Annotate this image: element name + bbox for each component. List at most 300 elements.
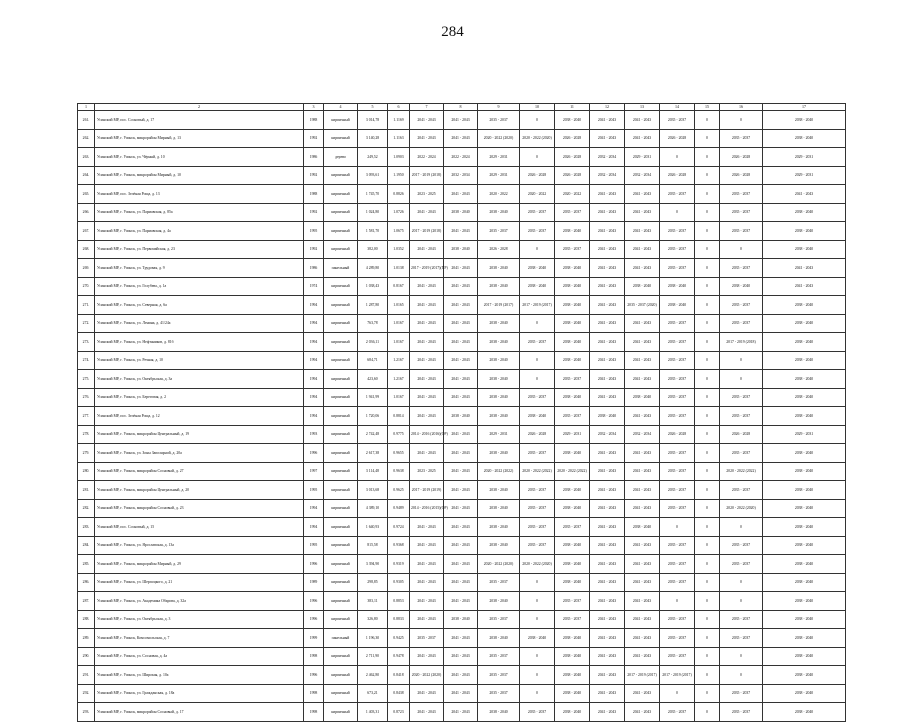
- table-cell: 2035 - 2037: [520, 518, 555, 537]
- table-cell: 2038 - 2040: [478, 499, 520, 518]
- table-cell: 2041 - 2043: [590, 684, 625, 703]
- table-cell: 0: [520, 148, 555, 167]
- table-cell: 2041 - 2043: [410, 555, 444, 574]
- table-cell: 2038 - 2040: [625, 388, 660, 407]
- table-cell: 2026 - 2028: [720, 148, 763, 167]
- table-cell: 1992: [304, 203, 324, 222]
- address-cell: Усинский МР, г. Усинск, микрорайон Сосновый, д. 27: [95, 462, 304, 481]
- table-cell: 2041 - 2043: [410, 111, 444, 130]
- table-cell: 2035 - 2037: [660, 240, 695, 259]
- table-cell: 2029 - 2031: [625, 148, 660, 167]
- row-number-cell: 263.: [78, 148, 95, 167]
- address-cell: Усинский МР, г. Усинск, ул. Голубева, д. 1а: [95, 277, 304, 296]
- table-row: [78, 185, 846, 204]
- table-cell: 0.9368: [388, 536, 410, 555]
- table-cell: 383,11: [358, 592, 388, 611]
- table-cell: 1986: [304, 259, 324, 278]
- row-number-cell: 268.: [78, 240, 95, 259]
- table-cell: 2041 - 2043: [625, 314, 660, 333]
- address-cell: Усинский МР, г. Усинск, ул. Пармавская, д. 85а: [95, 203, 304, 222]
- column-header: 11: [555, 104, 590, 111]
- table-row: [78, 166, 846, 185]
- address-cell: Усинский МР, г. Усинск, ул. Нефтяников, д. 81б: [95, 333, 304, 352]
- table-cell: 2020 - 2022 (2020): [410, 666, 444, 685]
- table-cell: 0: [695, 647, 720, 666]
- table-cell: 2038 - 2040: [555, 277, 590, 296]
- table-cell: 326,80: [358, 610, 388, 629]
- table-cell: 0: [520, 573, 555, 592]
- table-cell: 2 742,48: [358, 425, 388, 444]
- table-cell: 0: [695, 629, 720, 648]
- address-cell: Усинский МР, г. Усинск, ул. Чёрный, д. 10: [95, 148, 304, 167]
- table-cell: кирпичный: [324, 647, 358, 666]
- table-cell: 1997: [304, 462, 324, 481]
- table-cell: 2041 - 2043: [444, 388, 478, 407]
- table-cell: 2035 - 2037: [555, 592, 590, 611]
- table-row: [78, 499, 846, 518]
- table-cell: 2038 - 2040: [478, 314, 520, 333]
- table-cell: 815,58: [358, 536, 388, 555]
- table-cell: 0: [695, 555, 720, 574]
- table-row: [78, 296, 846, 315]
- table-cell: кирпичный: [324, 351, 358, 370]
- address-cell: Усинский МР, г. Усинск, ул. Ярославская, д. 13а: [95, 536, 304, 555]
- table-cell: 2041 - 2043: [625, 259, 660, 278]
- table-row: [78, 203, 846, 222]
- table-cell: 2041 - 2043: [625, 222, 660, 241]
- table-cell: 2041 - 2043: [410, 536, 444, 555]
- column-header: 6: [388, 104, 410, 111]
- table-cell: 0: [695, 592, 720, 611]
- table-cell: 2041 - 2043: [444, 111, 478, 130]
- table-cell: кирпичный: [324, 684, 358, 703]
- page-number: 284: [441, 24, 464, 40]
- table-cell: 0.8853: [388, 592, 410, 611]
- table-cell: 2041 - 2043: [444, 425, 478, 444]
- table-cell: 2017 - 2019 (2018): [410, 166, 444, 185]
- table-cell: 2041 - 2043: [410, 703, 444, 722]
- table-cell: 2026 - 2028: [520, 425, 555, 444]
- table-cell: кирпичный: [324, 610, 358, 629]
- row-number-cell: 293.: [78, 703, 95, 722]
- table-cell: 2035 - 2037: [720, 185, 763, 204]
- table-cell: 2020 - 2022 (2022): [555, 462, 590, 481]
- table-cell: 2041 - 2043: [625, 129, 660, 148]
- table-cell: 2041 - 2043: [444, 499, 478, 518]
- row-number-cell: 288.: [78, 610, 95, 629]
- table-cell: 0: [660, 684, 695, 703]
- table-cell: 2038 - 2040: [478, 333, 520, 352]
- table-cell: 2035 - 2037: [660, 536, 695, 555]
- table-cell: панельный: [324, 259, 358, 278]
- table-row: [78, 518, 846, 537]
- table-cell: 1994: [304, 296, 324, 315]
- table-cell: 2041 - 2043: [444, 370, 478, 389]
- table-cell: 2041 - 2043: [410, 240, 444, 259]
- table-cell: 2041 - 2043: [763, 277, 846, 296]
- table-cell: 2035 - 2037: [520, 333, 555, 352]
- table-cell: 2035 - 2037 (2020): [625, 296, 660, 315]
- table-cell: кирпичный: [324, 555, 358, 574]
- table-cell: 1 403,31: [358, 703, 388, 722]
- table-cell: кирпичный: [324, 407, 358, 426]
- table-cell: 1998: [304, 703, 324, 722]
- table-cell: 2038 - 2040: [555, 499, 590, 518]
- row-number-cell: 289.: [78, 629, 95, 648]
- table-row: [78, 684, 846, 703]
- table-cell: 1.0167: [388, 333, 410, 352]
- table-cell: 0: [695, 444, 720, 463]
- table-cell: 2038 - 2040: [520, 629, 555, 648]
- column-header: 8: [444, 104, 478, 111]
- table-cell: 0: [720, 370, 763, 389]
- table-cell: 2035 - 2037: [660, 555, 695, 574]
- table-cell: 2038 - 2040: [660, 296, 695, 315]
- row-number-cell: 266.: [78, 203, 95, 222]
- table-cell: 1 287,80: [358, 296, 388, 315]
- table-cell: 2038 - 2040: [478, 277, 520, 296]
- table-cell: 2038 - 2040: [478, 592, 520, 611]
- table-row: [78, 425, 846, 444]
- table-cell: 2038 - 2040: [555, 111, 590, 130]
- table-cell: 1996: [304, 610, 324, 629]
- table-cell: 1996: [304, 444, 324, 463]
- column-header: 10: [520, 104, 555, 111]
- table-row: [78, 407, 846, 426]
- table-row: [78, 240, 846, 259]
- table-cell: 0: [695, 166, 720, 185]
- table-cell: 2038 - 2040: [555, 684, 590, 703]
- table-row: [78, 111, 846, 130]
- table-cell: 2035 - 2037: [720, 407, 763, 426]
- row-number-cell: 286.: [78, 573, 95, 592]
- table-cell: 1.2167: [388, 370, 410, 389]
- table-cell: 2035 - 2037: [660, 610, 695, 629]
- table-row: [78, 610, 846, 629]
- table-cell: 1.0903: [388, 148, 410, 167]
- table-cell: кирпичный: [324, 536, 358, 555]
- table-cell: 2041 - 2043: [444, 536, 478, 555]
- table-cell: 0: [695, 370, 720, 389]
- table-cell: кирпичный: [324, 333, 358, 352]
- column-header: 2: [95, 104, 304, 111]
- table-cell: 2041 - 2043: [590, 388, 625, 407]
- table-cell: 2041 - 2043: [590, 314, 625, 333]
- table-cell: 1 581,70: [358, 222, 388, 241]
- table-cell: 2038 - 2040: [478, 481, 520, 500]
- table-cell: 1.2167: [388, 351, 410, 370]
- table-cell: 2041 - 2043: [590, 111, 625, 130]
- table-cell: 2041 - 2043: [590, 277, 625, 296]
- address-cell: Усинский МР, г. Усинск, ул. Пармавская, д. 4а: [95, 222, 304, 241]
- table-cell: 1995: [304, 222, 324, 241]
- table-cell: 0: [695, 666, 720, 685]
- table-cell: 0: [695, 314, 720, 333]
- table-cell: 2029 - 2031: [763, 166, 846, 185]
- table-cell: 2041 - 2043: [444, 296, 478, 315]
- table-cell: 2017 - 2019 (2017)(ПР): [410, 259, 444, 278]
- address-cell: Усинский МР, пос. Зелёная Роща, д. 13: [95, 185, 304, 204]
- table-cell: 2041 - 2043: [444, 462, 478, 481]
- address-cell: Усинский МР, г. Усинск, Комсомольская, д. 7: [95, 629, 304, 648]
- table-cell: 2041 - 2043: [444, 592, 478, 611]
- table-cell: 1992: [304, 166, 324, 185]
- table-cell: 2041 - 2043: [590, 518, 625, 537]
- table-cell: 2041 - 2043: [625, 351, 660, 370]
- table-row: [78, 148, 846, 167]
- housing-registry-table: [77, 103, 846, 722]
- address-cell: Усинский МР, г. Усинск, ул. Северная, д. 6а: [95, 296, 304, 315]
- table-cell: 2035 - 2037: [720, 296, 763, 315]
- table-cell: 2035 - 2037: [555, 203, 590, 222]
- table-cell: 0.8438: [388, 684, 410, 703]
- table-row: [78, 666, 846, 685]
- table-cell: кирпичный: [324, 166, 358, 185]
- table-cell: 2041 - 2043: [444, 351, 478, 370]
- table-cell: 4 289,80: [358, 259, 388, 278]
- table-cell: 3 114,48: [358, 462, 388, 481]
- table-cell: 2041 - 2043: [410, 203, 444, 222]
- table-cell: 2038 - 2040: [555, 666, 590, 685]
- table-cell: 2038 - 2040: [478, 536, 520, 555]
- column-header: 16: [720, 104, 763, 111]
- table-cell: 2017 - 2019 (2019): [410, 481, 444, 500]
- address-cell: Усинский МР, г. Усинск, ул. Академика Обарова, д. 32а: [95, 592, 304, 611]
- table-cell: 2041 - 2043: [590, 499, 625, 518]
- table-cell: 2026 - 2028: [720, 166, 763, 185]
- table-cell: 2017 - 2019 (2018): [410, 222, 444, 241]
- row-number-cell: 285.: [78, 555, 95, 574]
- table-cell: 0: [695, 148, 720, 167]
- table-cell: 1.0352: [388, 240, 410, 259]
- table-cell: 1994: [304, 407, 324, 426]
- table-cell: 1994: [304, 314, 324, 333]
- table-cell: 2038 - 2040: [763, 370, 846, 389]
- table-cell: 423,60: [358, 370, 388, 389]
- table-cell: 2041 - 2043: [590, 129, 625, 148]
- table-row: [78, 629, 846, 648]
- table-cell: 2041 - 2043: [590, 555, 625, 574]
- table-cell: 2038 - 2040: [763, 222, 846, 241]
- table-cell: 1996: [304, 555, 324, 574]
- table-cell: 2035 - 2037: [720, 388, 763, 407]
- table-cell: 2041 - 2043: [625, 555, 660, 574]
- column-header: 12: [590, 104, 625, 111]
- table-cell: кирпичный: [324, 592, 358, 611]
- table-cell: 2041 - 2043: [590, 185, 625, 204]
- table-cell: 2041 - 2043: [625, 185, 660, 204]
- table-cell: 2035 - 2037: [720, 555, 763, 574]
- table-cell: 1995: [304, 481, 324, 500]
- table-cell: 2032 - 2034: [590, 166, 625, 185]
- table-cell: 1994: [304, 499, 324, 518]
- table-cell: кирпичный: [324, 425, 358, 444]
- table-cell: 2038 - 2040: [763, 351, 846, 370]
- table-cell: 1 196,30: [358, 629, 388, 648]
- table-cell: 2022 - 2024: [444, 148, 478, 167]
- table-cell: 298,85: [358, 573, 388, 592]
- row-number-cell: 264.: [78, 166, 95, 185]
- table-cell: 684,71: [358, 351, 388, 370]
- table-cell: 2041 - 2043: [625, 203, 660, 222]
- table-cell: 2038 - 2040: [478, 444, 520, 463]
- table-cell: 2035 - 2037: [720, 536, 763, 555]
- table-cell: 2023 - 2025: [410, 462, 444, 481]
- table-cell: 2020 - 2022 (2020): [478, 555, 520, 574]
- table-cell: кирпичный: [324, 462, 358, 481]
- table-cell: 2041 - 2043: [410, 592, 444, 611]
- table-cell: 2041 - 2043: [625, 592, 660, 611]
- table-cell: 2041 - 2043: [590, 610, 625, 629]
- table-cell: 2041 - 2043: [444, 129, 478, 148]
- table-cell: 2035 - 2037: [520, 222, 555, 241]
- address-cell: Усинский МР, г. Усинск, микрорайон Центральный, д. 20: [95, 481, 304, 500]
- column-header: 13: [625, 104, 660, 111]
- table-row: [78, 129, 846, 148]
- table-cell: 2038 - 2040: [478, 629, 520, 648]
- table-cell: 2035 - 2037: [660, 647, 695, 666]
- table-cell: кирпичный: [324, 518, 358, 537]
- table-cell: 2038 - 2040: [555, 647, 590, 666]
- table-cell: 2038 - 2040: [763, 111, 846, 130]
- table-cell: 2041 - 2043: [410, 573, 444, 592]
- table-cell: 2041 - 2043: [590, 296, 625, 315]
- table-cell: 2026 - 2028: [478, 240, 520, 259]
- table-cell: 2035 - 2037: [720, 703, 763, 722]
- address-cell: Усинский МР, г. Усинск, ул. Речная, д. 10: [95, 351, 304, 370]
- table-cell: 2038 - 2040: [478, 351, 520, 370]
- table-cell: 2038 - 2040: [720, 277, 763, 296]
- table-cell: 2032 - 2034: [625, 166, 660, 185]
- table-cell: 2035 - 2037: [660, 629, 695, 648]
- table-cell: 2041 - 2043: [590, 573, 625, 592]
- table-cell: панельный: [324, 629, 358, 648]
- table-cell: 2035 - 2037: [478, 684, 520, 703]
- table-cell: 2014 - 2016 (2015)(ОР): [410, 499, 444, 518]
- table-cell: 2041 - 2043: [590, 592, 625, 611]
- row-number-cell: 262.: [78, 129, 95, 148]
- table-cell: 2020 - 2022 (2022): [520, 462, 555, 481]
- table-cell: кирпичный: [324, 370, 358, 389]
- table-cell: кирпичный: [324, 296, 358, 315]
- table-cell: 0: [695, 425, 720, 444]
- table-row: [78, 444, 846, 463]
- table-row: [78, 536, 846, 555]
- table-cell: 0.8723: [388, 703, 410, 722]
- table-cell: кирпичный: [324, 666, 358, 685]
- table-cell: 2038 - 2040: [555, 629, 590, 648]
- table-cell: 2041 - 2043: [625, 240, 660, 259]
- address-cell: Усинский МР, г. Усинск, ул. Сосновая, д. 4а: [95, 647, 304, 666]
- table-cell: 1 038,43: [358, 277, 388, 296]
- table-cell: 2038 - 2040: [763, 573, 846, 592]
- table-cell: 2041 - 2043: [625, 647, 660, 666]
- table-cell: 0: [720, 518, 763, 537]
- table-cell: 2041 - 2043: [410, 407, 444, 426]
- table-cell: 382,00: [358, 240, 388, 259]
- table-cell: 2038 - 2040: [763, 240, 846, 259]
- table-cell: 1992: [304, 240, 324, 259]
- table-cell: 0.9638: [388, 462, 410, 481]
- row-number-cell: 271.: [78, 296, 95, 315]
- table-cell: 0: [520, 684, 555, 703]
- table-cell: 2017 - 2019 (2017): [520, 296, 555, 315]
- table-cell: 2041 - 2043: [410, 277, 444, 296]
- table-row: [78, 703, 846, 722]
- table-cell: 2038 - 2040: [763, 407, 846, 426]
- table-cell: 1994: [304, 333, 324, 352]
- row-number-cell: 279.: [78, 444, 95, 463]
- table-cell: 0: [695, 185, 720, 204]
- table-cell: 2041 - 2043: [590, 444, 625, 463]
- table-cell: 2035 - 2037: [520, 703, 555, 722]
- table-cell: 0: [695, 388, 720, 407]
- table-cell: 1.0675: [388, 222, 410, 241]
- row-number-cell: 277.: [78, 407, 95, 426]
- table-cell: 0: [695, 111, 720, 130]
- table-cell: 2041 - 2043: [410, 610, 444, 629]
- table-cell: 1988: [304, 185, 324, 204]
- table-cell: 0: [720, 647, 763, 666]
- table-cell: 2026 - 2028: [555, 166, 590, 185]
- table-cell: 2020 - 2022: [520, 185, 555, 204]
- table-cell: 2041 - 2043: [625, 333, 660, 352]
- table-cell: 0.9489: [388, 499, 410, 518]
- table-cell: 1999: [304, 629, 324, 648]
- table-cell: 0: [695, 351, 720, 370]
- table-cell: 2038 - 2040: [478, 388, 520, 407]
- table-row: [78, 481, 846, 500]
- table-cell: 673,21: [358, 684, 388, 703]
- table-cell: 0.9305: [388, 573, 410, 592]
- table-cell: кирпичный: [324, 277, 358, 296]
- table-cell: 2038 - 2040: [763, 629, 846, 648]
- address-cell: Усинский МР, г. Усинск, ул. Зоны Заполярной, д. 20а: [95, 444, 304, 463]
- table-cell: 2041 - 2043: [625, 462, 660, 481]
- table-cell: 2041 - 2043: [590, 333, 625, 352]
- table-cell: кирпичный: [324, 222, 358, 241]
- table-cell: 0: [720, 666, 763, 685]
- table-cell: 2017 - 2019 (2017): [625, 666, 660, 685]
- table-cell: 2038 - 2040: [763, 481, 846, 500]
- row-number-cell: 269.: [78, 259, 95, 278]
- table-cell: 1.0726: [388, 203, 410, 222]
- table-cell: 2038 - 2040: [763, 388, 846, 407]
- table-cell: 0: [660, 203, 695, 222]
- table-cell: 2038 - 2040: [763, 129, 846, 148]
- table-cell: 1994: [304, 370, 324, 389]
- table-cell: 2020 - 2022 (2022): [720, 462, 763, 481]
- table-cell: 3 140,28: [358, 129, 388, 148]
- address-cell: Усинский МР, г. Усинск, ул. Гражданская, д. 18а: [95, 684, 304, 703]
- table-cell: 0: [520, 370, 555, 389]
- address-cell: Усинский МР, г. Усинск, ул. Октябрьская, д. 3: [95, 610, 304, 629]
- table-cell: 1992: [304, 129, 324, 148]
- table-cell: 0.9655: [388, 444, 410, 463]
- table-cell: 2038 - 2040: [520, 277, 555, 296]
- table-cell: 0: [520, 647, 555, 666]
- table-cell: 2035 - 2037: [720, 444, 763, 463]
- table-cell: 1996: [304, 592, 324, 611]
- table-cell: 0.8814: [388, 407, 410, 426]
- row-number-cell: 272.: [78, 314, 95, 333]
- table-cell: 2041 - 2043: [444, 666, 478, 685]
- table-cell: 0: [695, 296, 720, 315]
- table-cell: 2041 - 2043: [625, 703, 660, 722]
- table-cell: 0: [520, 610, 555, 629]
- table-cell: 2035 - 2037: [660, 185, 695, 204]
- table-cell: 0: [520, 351, 555, 370]
